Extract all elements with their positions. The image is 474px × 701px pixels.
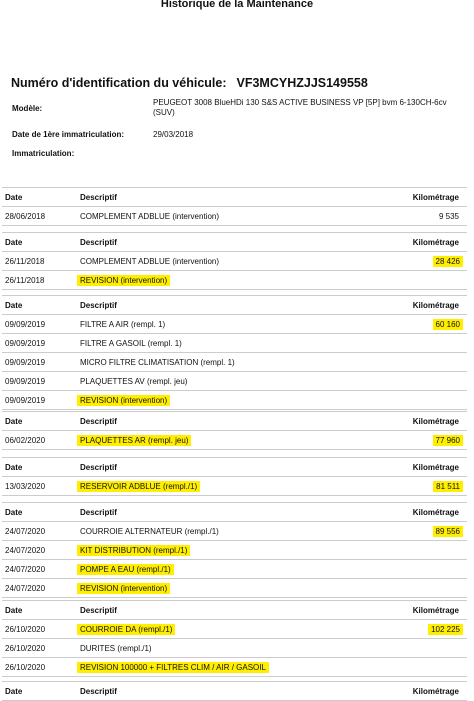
- header-mileage: Kilométrage: [412, 687, 459, 696]
- row-description: [80, 436, 191, 445]
- header-description: Descriptif: [80, 193, 117, 202]
- highlight-mark: REVISION (intervention): [77, 395, 170, 406]
- maintenance-group: [2, 681, 467, 701]
- header-mileage: Kilométrage: [412, 508, 459, 517]
- header-mileage: Kilométrage: [412, 606, 459, 615]
- maintenance-group: [2, 457, 467, 496]
- table-row: [2, 391, 467, 410]
- row-description: [80, 396, 170, 405]
- row-date: 26/10/2020: [5, 625, 46, 634]
- table-row: [2, 315, 467, 334]
- table-header-row: [2, 187, 467, 207]
- highlight-mark: PLAQUETTES AR (rempl. jeu): [77, 435, 191, 446]
- table-header-row: [2, 411, 467, 431]
- header-date: Date: [5, 193, 23, 202]
- highlight-mark: REVISION (intervention): [77, 583, 170, 594]
- maintenance-group: [2, 411, 467, 450]
- header-description: Descriptif: [80, 238, 117, 247]
- row-mileage: [433, 436, 459, 445]
- highlight-mark: REVISION (intervention): [77, 275, 170, 286]
- table-row: [2, 560, 467, 579]
- header-mileage: Kilométrage: [412, 301, 459, 310]
- header-date: Date: [5, 687, 23, 696]
- row-description: [80, 584, 170, 593]
- header-date: Date: [5, 238, 23, 247]
- highlight-mark: KIT DISTRIBUTION (rempl./1): [77, 545, 190, 556]
- table-row: [2, 252, 467, 271]
- table-row: [2, 431, 467, 450]
- row-description: [80, 625, 175, 634]
- table-row: [2, 271, 467, 290]
- header-date: Date: [5, 606, 23, 615]
- maintenance-group: [2, 502, 467, 598]
- first-registration-value: 29/03/2018: [153, 130, 194, 139]
- table-row: [2, 620, 467, 639]
- row-description: [80, 663, 269, 672]
- table-header-row: [2, 232, 467, 252]
- maintenance-group: [2, 295, 467, 410]
- row-mileage: [433, 527, 459, 536]
- header-date: Date: [5, 508, 23, 517]
- highlight-mark: 60 160: [433, 319, 463, 330]
- row-date: 24/07/2020: [5, 546, 46, 555]
- highlight-mark: 102 225: [428, 624, 463, 635]
- highlight-mark: RESERVOIR ADBLUE (rempl./1): [77, 481, 200, 492]
- vin-line: [11, 76, 368, 90]
- row-mileage: [433, 482, 459, 491]
- highlight-mark: 77 960: [433, 435, 463, 446]
- table-row: [2, 639, 467, 658]
- table-header-row: [2, 600, 467, 620]
- row-description: COMPLEMENT ADBLUE (intervention): [80, 212, 220, 221]
- highlight-mark: POMPE A EAU (rempl./1): [77, 564, 174, 575]
- header-date: Date: [5, 463, 23, 472]
- table-header-row: [2, 502, 467, 522]
- row-date: 26/11/2018: [5, 276, 45, 285]
- table-row: [2, 372, 467, 391]
- registration-label: Immatriculation:: [12, 149, 75, 158]
- header-description: Descriptif: [80, 508, 117, 517]
- header-date: Date: [5, 417, 23, 426]
- row-date: 09/09/2019: [5, 396, 46, 405]
- row-mileage: [433, 320, 459, 329]
- table-row: [2, 522, 467, 541]
- row-date: 06/02/2020: [5, 436, 46, 445]
- row-mileage: [433, 257, 459, 266]
- highlight-mark: REVISION 100000 + FILTRES CLIM / AIR / GASOIL: [77, 662, 269, 673]
- first-registration-label: Date de 1ère immatriculation:: [12, 130, 125, 139]
- header-description: Descriptif: [80, 417, 117, 426]
- maintenance-group: [2, 187, 467, 226]
- header-description: Descriptif: [80, 301, 117, 310]
- header-description: Descriptif: [80, 687, 117, 696]
- table-row: [2, 334, 467, 353]
- row-description: DURITES (rempl./1): [80, 644, 152, 653]
- header-date: Date: [5, 301, 23, 310]
- header-mileage: Kilométrage: [412, 193, 459, 202]
- vin-label: Numéro d'identification du véhicule:: [11, 76, 227, 90]
- table-header-row: [2, 681, 467, 701]
- header-mileage: Kilométrage: [412, 463, 459, 472]
- model-value: PEUGEOT 3008 BlueHDi 130 S&S ACTIVE BUSINESS VP [5P] bvm 6-130CH-6cv (SUV): [153, 98, 447, 117]
- row-date: 24/07/2020: [5, 584, 46, 593]
- vin-value: VF3MCYHZJJS149558: [236, 76, 368, 90]
- row-description: FILTRE A AIR (rempl. 1): [80, 320, 166, 329]
- table-header-row: [2, 457, 467, 477]
- row-date: 09/09/2019: [5, 377, 46, 386]
- table-row: [2, 353, 467, 372]
- table-row: [2, 658, 467, 677]
- row-date: 09/09/2019: [5, 339, 46, 348]
- row-date: 26/10/2020: [5, 663, 46, 672]
- row-date: 28/06/2018: [5, 212, 46, 221]
- row-description: PLAQUETTES AV (rempl. jeu): [80, 377, 188, 386]
- row-description: COMPLEMENT ADBLUE (intervention): [80, 257, 220, 266]
- row-description: [80, 276, 170, 285]
- page-title: Historique de la Maintenance: [160, 0, 314, 10]
- table-header-row: [2, 295, 467, 315]
- table-row: [2, 207, 467, 226]
- row-description: FILTRE A GASOIL (rempl. 1): [80, 339, 182, 348]
- table-row: [2, 579, 467, 598]
- row-description: [80, 546, 190, 555]
- highlight-mark: 81 511: [433, 481, 463, 492]
- table-row: [2, 541, 467, 560]
- row-date: 09/09/2019: [5, 358, 46, 367]
- row-date: 24/07/2020: [5, 565, 46, 574]
- header-description: Descriptif: [80, 606, 117, 615]
- row-mileage: 9 535: [438, 212, 459, 221]
- header-mileage: Kilométrage: [412, 238, 459, 247]
- row-description: COURROIE ALTERNATEUR (rempl./1): [80, 527, 219, 536]
- row-description: MICRO FILTRE CLIMATISATION (rempl. 1): [80, 358, 235, 367]
- row-description: [80, 565, 174, 574]
- row-date: 09/09/2019: [5, 320, 46, 329]
- table-row: [2, 477, 467, 496]
- highlight-mark: 89 556: [433, 526, 463, 537]
- maintenance-group: [2, 600, 467, 677]
- header-description: Descriptif: [80, 463, 117, 472]
- row-mileage: [428, 625, 459, 634]
- row-date: 24/07/2020: [5, 527, 46, 536]
- model-label: Modèle:: [12, 104, 43, 113]
- header-mileage: Kilométrage: [412, 417, 459, 426]
- row-date: 26/11/2018: [5, 257, 45, 266]
- row-date: 26/10/2020: [5, 644, 46, 653]
- row-description: [80, 482, 200, 491]
- highlight-mark: COURROIE DA (rempl./1): [77, 624, 175, 635]
- row-date: 13/03/2020: [5, 482, 46, 491]
- maintenance-group: [2, 232, 467, 290]
- highlight-mark: 28 426: [433, 256, 463, 267]
